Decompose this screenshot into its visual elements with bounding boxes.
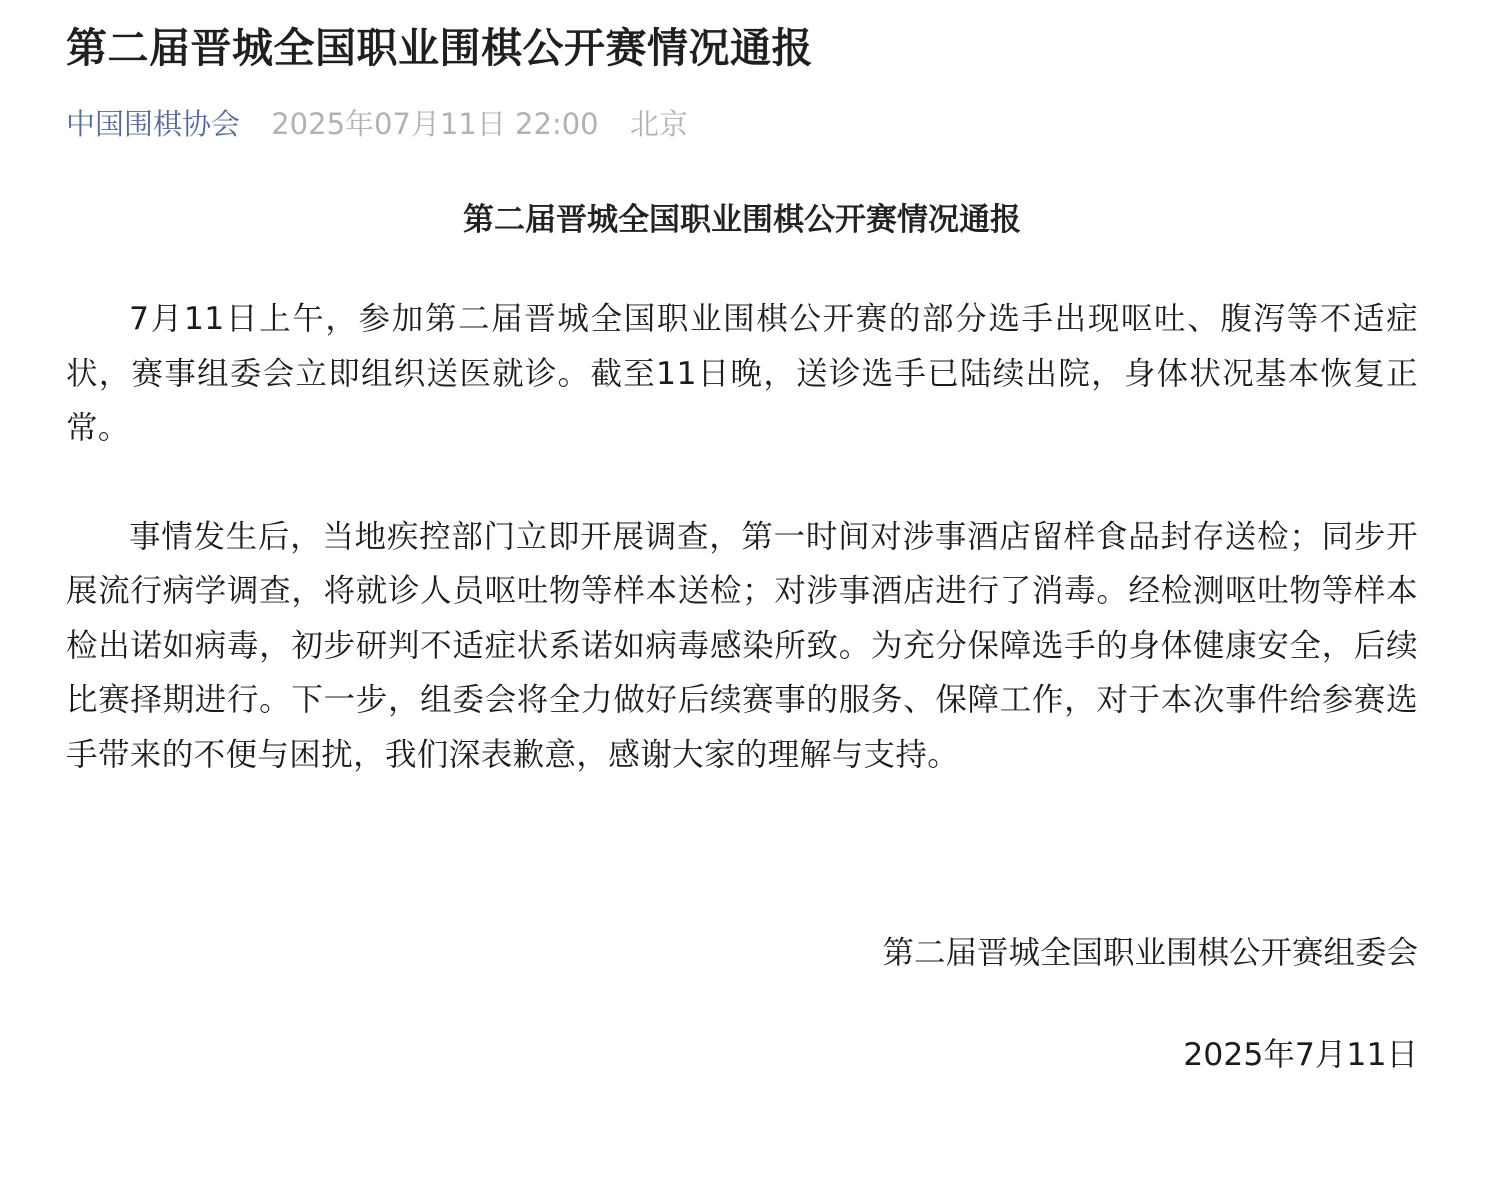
- paragraph-1: 7月11日上午，参加第二届晋城全国职业围棋公开赛的部分选手出现呕吐、腹泻等不适症状，赛事组委会立即组织送医就诊。截至11日晚，送诊选手已陆续出院，身体状况基本恢复正常。: [66, 301, 1418, 446]
- author-link[interactable]: 中国围棋协会: [66, 107, 241, 141]
- publish-datetime: 2025年07月11日 22:00: [271, 107, 599, 141]
- publish-location: 北京: [629, 107, 688, 141]
- article-content: [66, 192, 1418, 1082]
- article-meta: [66, 104, 1418, 144]
- notice-heading: 第二届晋城全国职业围棋公开赛情况通报: [463, 202, 1021, 238]
- signature: 第二届晋城全国职业围棋公开赛组委会: [882, 935, 1418, 971]
- article-title: 第二届晋城全国职业围棋公开赛情况通报: [66, 24, 813, 72]
- paragraph-2: 事情发生后，当地疾控部门立即开展调查，第一时间对涉事酒店留样食品封存送检；同步开展流行病学调查，将就诊人员呕吐物等样本送检；对涉事酒店进行了消毒。经检测呕吐物等样本检出诺如病毒，初步研判不适症状系诺如病毒感染所致。为充分保障选手的身体健康安全，后续比赛择期进行。下一步，组委会将全力做好后续赛事的服务、保障工作，对于本次事件给参赛选手带来的不便与困扰，我们深表歉意，感谢大家的理解与支持。: [66, 518, 1418, 773]
- signature-date: 2025年7月11日: [1183, 1037, 1418, 1073]
